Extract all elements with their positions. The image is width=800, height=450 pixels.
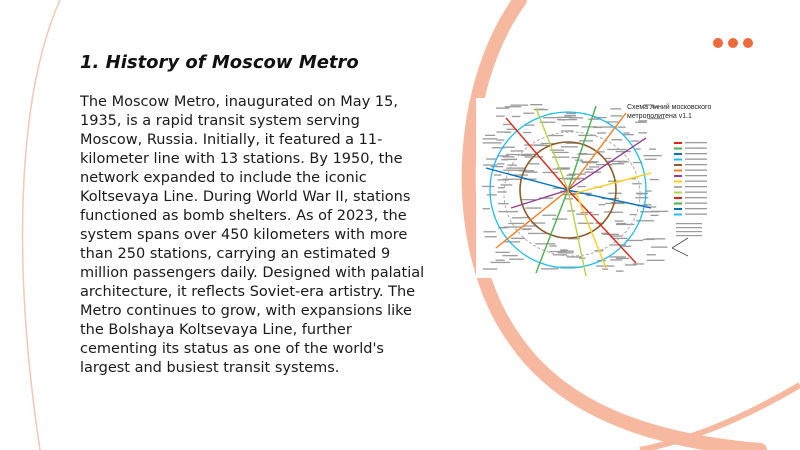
station-label-mark	[632, 183, 641, 184]
station-label-mark	[649, 149, 656, 150]
legend-swatch	[674, 170, 682, 172]
legend-text-mark	[685, 153, 707, 154]
legend-text-mark	[676, 223, 702, 224]
legend-text-mark	[685, 142, 707, 143]
station-label-mark	[569, 174, 586, 175]
station-label-mark	[483, 138, 498, 139]
station-label-mark	[623, 132, 630, 133]
legend-swatch	[674, 186, 682, 188]
station-label-mark	[635, 197, 648, 198]
station-label-mark	[548, 135, 563, 136]
accent-dot	[743, 38, 753, 48]
station-label-mark	[498, 211, 518, 212]
station-label-mark	[588, 119, 600, 120]
legend-text-mark	[685, 181, 707, 182]
station-label-mark	[564, 115, 572, 116]
station-label-mark	[616, 151, 631, 152]
station-label-mark	[567, 256, 583, 257]
legend-text-mark	[676, 227, 702, 228]
left-thin-arc	[23, 0, 60, 450]
accent-dot	[728, 38, 738, 48]
station-label-mark	[485, 135, 495, 136]
station-label-mark	[647, 254, 656, 255]
station-label-mark	[505, 106, 522, 107]
station-label-mark	[483, 208, 490, 209]
station-label-mark	[635, 122, 647, 123]
station-label-mark	[485, 236, 497, 237]
station-label-mark	[646, 238, 665, 239]
station-label-mark	[576, 214, 588, 215]
station-label-mark	[612, 163, 622, 164]
legend-text-mark	[685, 164, 707, 165]
station-label-mark	[560, 249, 568, 250]
station-label-mark	[528, 233, 546, 234]
station-label-mark	[637, 193, 647, 194]
station-label-mark	[561, 146, 578, 147]
legend-text-mark	[685, 159, 707, 160]
station-label-mark	[494, 174, 502, 175]
station-label-mark	[636, 220, 654, 221]
station-label-mark	[521, 199, 536, 200]
station-label-mark	[562, 194, 578, 195]
legend-swatch	[674, 175, 682, 177]
station-label-mark	[651, 247, 668, 248]
station-label-mark	[610, 108, 621, 109]
station-label-mark	[579, 140, 593, 141]
station-label-mark	[497, 139, 505, 140]
legend-swatch	[674, 164, 682, 166]
station-label-mark	[501, 184, 513, 185]
legend-swatch	[674, 159, 682, 161]
station-label-mark	[497, 163, 504, 164]
station-label-mark	[483, 268, 498, 269]
legend-text-mark	[685, 192, 707, 193]
station-label-mark	[611, 115, 623, 116]
station-label-mark	[542, 215, 556, 216]
station-label-mark	[530, 104, 542, 105]
station-label-mark	[581, 212, 593, 213]
legend-text-mark	[676, 235, 702, 236]
legend-swatch	[674, 208, 682, 210]
station-label-mark	[623, 134, 634, 135]
station-label-mark	[575, 160, 583, 161]
station-label-mark	[650, 215, 658, 216]
station-label-mark	[543, 172, 558, 173]
legend-text-mark	[685, 170, 707, 171]
station-label-mark	[502, 147, 515, 148]
station-label-mark	[497, 131, 510, 132]
station-label-mark	[602, 269, 608, 270]
station-label-mark	[482, 186, 494, 187]
station-label-mark	[623, 246, 631, 247]
station-label-mark	[496, 260, 505, 261]
station-label-mark	[578, 223, 594, 224]
station-label-mark	[631, 140, 639, 141]
station-label-mark	[644, 159, 656, 160]
station-label-mark	[541, 268, 558, 269]
station-label-mark	[549, 245, 556, 246]
station-label-mark	[508, 223, 524, 224]
station-label-mark	[610, 259, 622, 260]
legend-text-mark	[685, 148, 707, 149]
station-label-mark	[650, 179, 659, 180]
station-label-mark	[536, 243, 556, 244]
station-label-mark	[511, 150, 524, 151]
station-label-mark	[523, 132, 531, 133]
station-label-mark	[630, 214, 636, 215]
legend-swatch	[674, 192, 682, 194]
station-label-mark	[552, 168, 569, 169]
station-label-mark	[616, 258, 630, 259]
slide-body-text: The Moscow Metro, inaugurated on May 15, 1935, is a rapid transit system serving Moscow, Russia. Initially, it featured a 11-kilometer line with 13 stations. By 1950, the network expanded to include the iconic Koltsevaya Line. During World War II, stations functioned as bomb shelters. As of 2023, the system spans over 450 kilometers with more than 250 stations, carrying an estimated 9 million passengers daily. Designed with palatial architecture, it reflects Soviet-era artistry. The Metro continues to grow, with expansions like the Bolshaya Koltsevaya Line, further cementing its status as one of the world's largest and busiest transit systems.	[80, 94, 425, 376]
station-label-mark	[523, 113, 534, 114]
legend-text-mark	[676, 231, 702, 232]
station-label-mark	[569, 117, 583, 118]
station-label-mark	[625, 264, 637, 265]
station-label-mark	[562, 125, 579, 126]
station-label-mark	[608, 193, 621, 194]
station-label-mark	[647, 260, 665, 261]
station-label-mark	[509, 259, 524, 260]
legend-swatch	[674, 197, 682, 199]
legend-swatch	[674, 203, 682, 205]
legend-text-mark	[685, 186, 707, 187]
station-label-mark	[586, 169, 593, 170]
legend-text-mark	[685, 175, 707, 176]
station-label-mark	[604, 211, 614, 212]
station-label-mark	[506, 168, 525, 169]
station-label-mark	[483, 142, 502, 143]
station-label-mark	[491, 262, 511, 263]
station-label-mark	[483, 231, 495, 232]
station-label-mark	[615, 220, 624, 221]
station-label-mark	[589, 166, 599, 167]
legend-swatch	[674, 148, 682, 150]
station-label-mark	[525, 207, 537, 208]
station-label-mark	[538, 109, 545, 110]
legend-swatch	[674, 153, 682, 155]
station-label-mark	[561, 130, 574, 131]
station-label-mark	[512, 116, 520, 117]
station-label-mark	[498, 203, 509, 204]
station-label-mark	[503, 170, 521, 171]
station-label-mark	[597, 132, 606, 133]
slide-title: 1. History of Moscow Metro	[80, 52, 359, 73]
station-label-mark	[521, 155, 532, 156]
station-label-mark	[503, 124, 512, 125]
station-label-mark	[496, 108, 510, 109]
station-label-mark	[639, 132, 648, 133]
station-label-mark	[487, 194, 497, 195]
legend-text-mark	[685, 203, 707, 204]
station-label-mark	[549, 251, 565, 252]
station-label-mark	[552, 152, 569, 153]
legend-text-mark	[685, 197, 707, 198]
station-label-mark	[567, 210, 575, 211]
station-label-mark	[605, 158, 611, 159]
accent-dot	[713, 38, 723, 48]
station-label-mark	[497, 191, 506, 192]
station-label-mark	[483, 164, 497, 165]
station-label-mark	[618, 127, 626, 128]
station-label-mark	[599, 204, 606, 205]
accent-dots	[713, 38, 753, 48]
station-label-mark	[498, 187, 504, 188]
station-label-mark	[502, 156, 514, 157]
map-caption: Схема линий московского метрополитена v1.1	[627, 104, 712, 120]
station-label-mark	[643, 155, 661, 156]
moscow-metro-map-image	[476, 98, 726, 278]
station-label-mark	[607, 149, 626, 150]
station-label-mark	[553, 254, 567, 255]
station-label-mark	[525, 172, 538, 173]
station-label-mark	[510, 105, 528, 106]
legend-swatch	[674, 142, 682, 144]
station-label-mark	[557, 119, 577, 120]
station-label-mark	[611, 139, 622, 140]
station-label-mark	[524, 144, 543, 145]
station-label-mark	[505, 241, 520, 242]
station-label-mark	[486, 158, 497, 159]
station-label-mark	[552, 218, 567, 219]
station-label-mark	[577, 186, 586, 187]
legend-text-mark	[685, 214, 707, 215]
station-label-mark	[491, 166, 504, 167]
station-label-mark	[558, 252, 574, 253]
legend-text-mark	[685, 208, 707, 209]
station-label-mark	[585, 172, 602, 173]
station-label-mark	[616, 271, 624, 272]
station-label-mark	[572, 157, 578, 158]
station-label-mark	[529, 163, 540, 164]
station-label-mark	[511, 238, 525, 239]
station-label-mark	[502, 255, 517, 256]
station-label-mark	[512, 217, 522, 218]
station-label-mark	[618, 161, 629, 162]
legend-swatch	[674, 181, 682, 183]
legend-swatch	[674, 214, 682, 216]
station-label-mark	[496, 116, 505, 117]
station-label-mark	[507, 165, 517, 166]
station-label-mark	[522, 228, 532, 229]
station-label-mark	[495, 252, 509, 253]
station-label-mark	[610, 256, 626, 257]
station-label-mark	[498, 179, 509, 180]
